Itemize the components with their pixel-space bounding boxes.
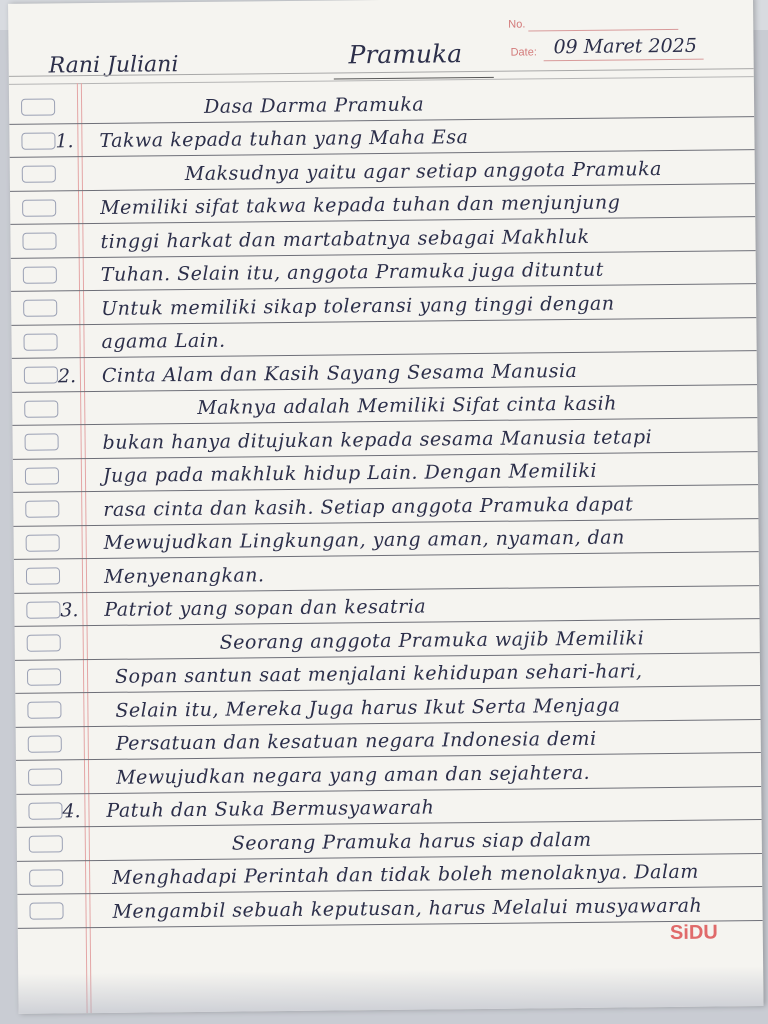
item-number: 3. xyxy=(60,599,79,622)
handwritten-line: Patuh dan Suka Bermusyawarah xyxy=(106,796,435,822)
checkbox-outline xyxy=(22,232,56,249)
no-label: No. xyxy=(508,18,526,31)
checkbox-outline xyxy=(27,634,61,651)
brand-watermark: SiDU xyxy=(669,921,718,945)
checkbox-outline xyxy=(23,266,57,283)
handwritten-line: Selain itu, Mereka Juga harus Ikut Serta Menjaga xyxy=(115,694,621,722)
handwritten-line: Tuhan. Selain itu, anggota Pramuka juga dituntut xyxy=(100,258,604,286)
handwritten-line: Cinta Alam dan Kasih Sayang Sesama Manusia xyxy=(101,359,578,387)
checkbox-outline xyxy=(27,668,61,685)
checkbox-outline xyxy=(26,601,60,618)
handwritten-line: Menyenangkan. xyxy=(103,563,265,588)
handwritten-line: tinggi harkat dan martabatnya sebagai Makhluk xyxy=(100,225,590,253)
handwritten-line: Mengambil sebuah keputusan, harus Melalui musyawarah xyxy=(112,894,703,923)
handwritten-line: Takwa kepada tuhan yang Maha Esa xyxy=(99,126,469,152)
checkbox-outline xyxy=(22,165,56,182)
checkbox-outline xyxy=(21,132,55,149)
handwritten-line: Maknya adalah Memiliki Sifat cinta kasih xyxy=(197,392,618,419)
handwritten-line: bukan hanya ditujukan kepada sesama Manusia tetapi xyxy=(102,425,653,454)
checkbox-outline xyxy=(28,802,62,819)
checkbox-outline xyxy=(25,467,59,484)
handwritten-line: Memiliki sifat takwa kepada tuhan dan menjunjung xyxy=(100,191,621,219)
date-underline xyxy=(544,59,704,62)
checkbox-outline xyxy=(24,400,58,417)
student-name: Rani Juliani xyxy=(48,52,179,79)
checkbox-outline xyxy=(23,333,57,350)
date-label: Date: xyxy=(510,46,537,59)
handwritten-line: Sopan santun saat menjalani kehidupan sehari-hari, xyxy=(114,660,643,688)
handwritten-line: Seorang anggota Pramuka wajib Memiliki xyxy=(219,626,645,654)
handwritten-line: Juga pada makhluk hidup Lain. Dengan Memiliki xyxy=(102,459,598,487)
checkbox-outline xyxy=(24,366,58,383)
handwritten-line: Patriot yang sopan dan kesatria xyxy=(104,595,427,621)
checkbox-outline xyxy=(26,567,60,584)
checkbox-outline xyxy=(25,500,59,517)
checkbox-outline xyxy=(22,199,56,216)
handwritten-line: Maksudnya yaitu agar setiap anggota Pramuka xyxy=(184,157,663,185)
checkbox-outline xyxy=(29,902,63,919)
checkbox-outline xyxy=(23,299,57,316)
ruled-lines xyxy=(9,83,763,928)
checkbox-outline xyxy=(21,98,55,115)
handwritten-line: rasa cinta dan kasih. Setiap anggota Pramuka dapat xyxy=(103,492,634,521)
handwritten-line: agama Lain. xyxy=(101,329,226,353)
checkbox-outline xyxy=(25,433,59,450)
checkbox-outline xyxy=(29,835,63,852)
handwritten-line: Dasa Darma Pramuka xyxy=(203,93,425,118)
item-number: 1. xyxy=(55,130,74,153)
bottom-shadow xyxy=(18,966,763,1014)
checkbox-outline xyxy=(28,768,62,785)
notebook-page xyxy=(8,0,764,1014)
subject-title: Pramuka xyxy=(348,39,463,70)
handwritten-line: Menghadapi Perintah dan tidak boleh menolaknya. Dalam xyxy=(112,860,699,889)
checkbox-outline xyxy=(26,534,60,551)
handwritten-line: Mewujudkan Lingkungan, yang aman, nyaman, dan xyxy=(103,526,625,554)
ruled-line xyxy=(17,887,762,928)
handwritten-line: Untuk memiliki sikap toleransi yang tinggi dengan xyxy=(101,292,615,320)
checkbox-outline xyxy=(27,701,61,718)
no-underline xyxy=(528,29,678,32)
handwritten-line: Persatuan dan kesatuan negara Indonesia demi xyxy=(115,727,597,755)
checkbox-outline xyxy=(28,735,62,752)
handwritten-line: Seorang Pramuka harus siap dalam xyxy=(231,828,592,855)
handwritten-line: Mewujudkan negara yang aman dan sejahtera. xyxy=(116,761,591,789)
item-number: 2. xyxy=(57,364,77,387)
date-value: 09 Maret 2025 xyxy=(553,34,697,59)
item-number: 4. xyxy=(62,800,81,823)
checkbox-outline xyxy=(29,869,63,886)
